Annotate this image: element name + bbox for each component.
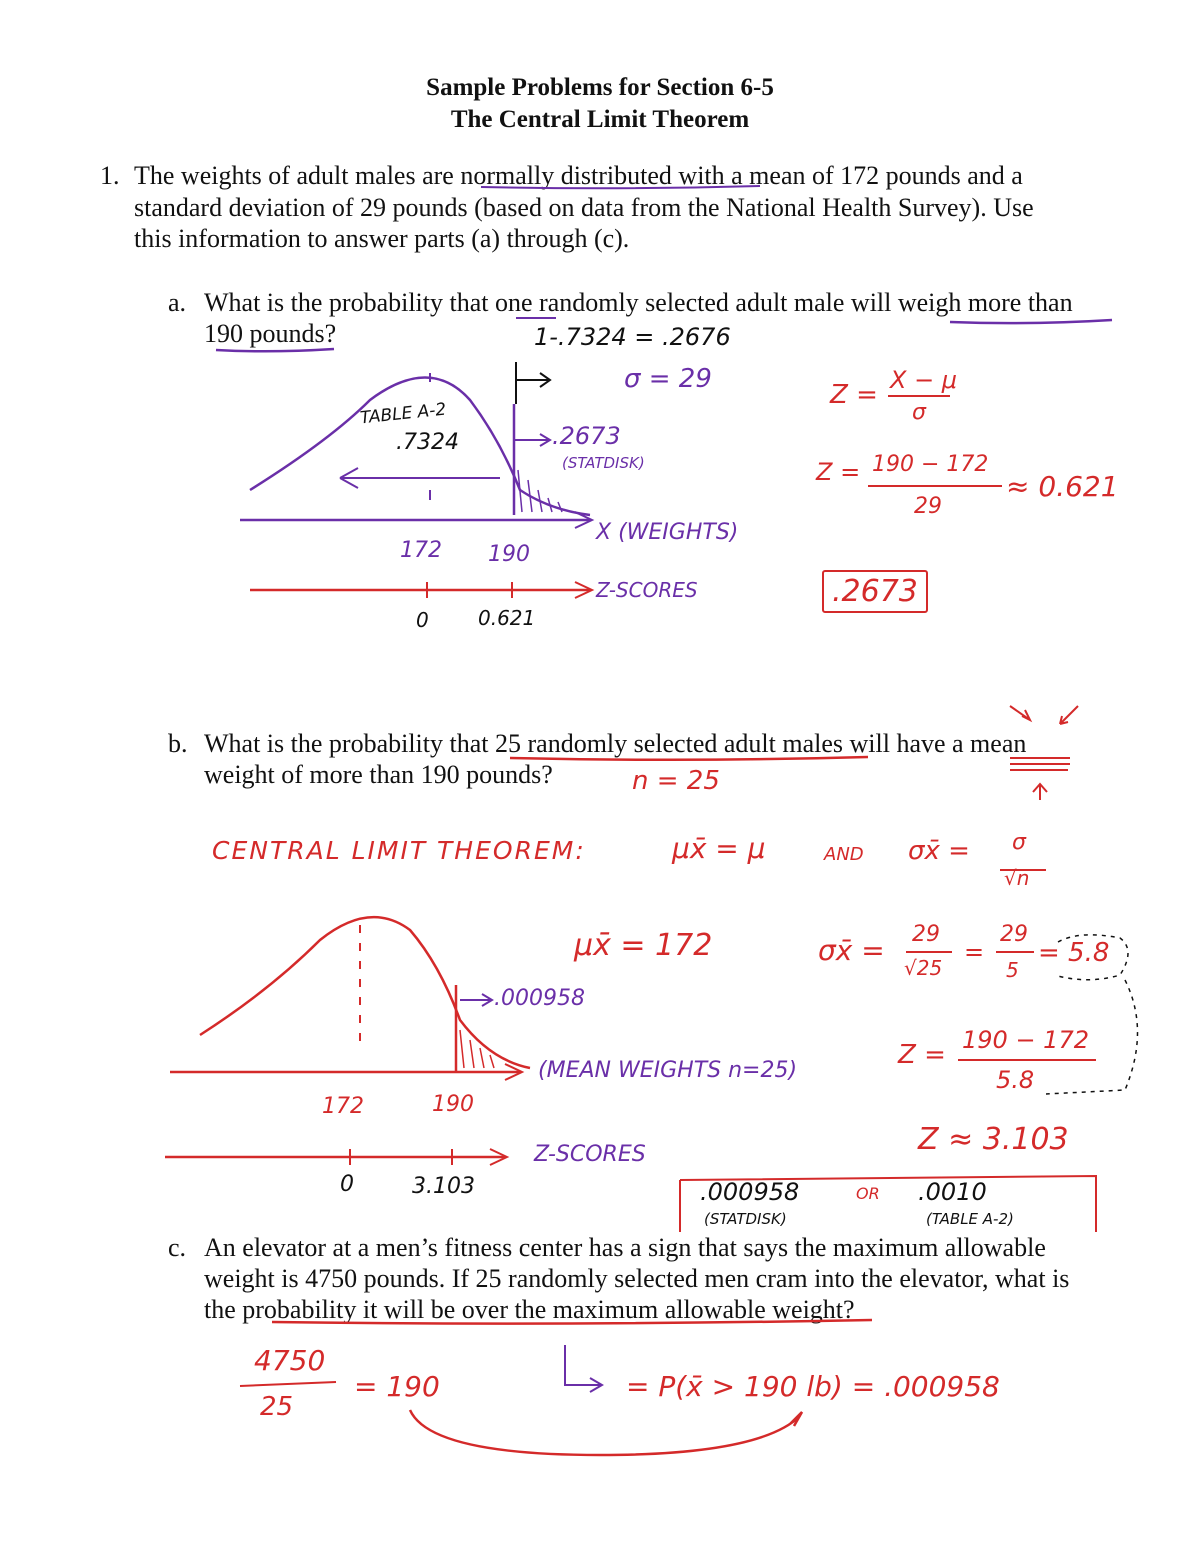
part-b-line-2: weight of more than 190 pounds?: [204, 760, 553, 789]
z-b-numerator: 190 − 172: [962, 1026, 1089, 1054]
underline-normally: [481, 186, 760, 188]
sigma-denominator-2: 5: [1006, 958, 1019, 982]
clt-sigma-numerator: σ: [1012, 830, 1026, 855]
x-tick-172-b: 172: [322, 1094, 364, 1119]
z-axis-label-a: Z-SCORES: [596, 578, 698, 602]
z-b-denominator: 5.8: [996, 1066, 1035, 1094]
answer-b-or: OR: [856, 1184, 880, 1203]
z-b-lhs: Z =: [898, 1040, 946, 1070]
complement-arrow: [516, 362, 550, 404]
fraction-bar-c: [240, 1382, 336, 1386]
mean-up-arrow: [1033, 784, 1047, 800]
x-tick-190-b: 190: [432, 1092, 474, 1117]
n-value: n = 25: [632, 766, 720, 796]
problem-1-line-3: this information to answer parts (a) through (c).: [134, 224, 630, 253]
z-calc-numerator: 190 − 172: [872, 452, 989, 477]
z-calc-result: ≈ 0.621: [1006, 470, 1119, 503]
clt-sigma-denominator: √n: [1004, 866, 1030, 890]
sigma-numerator-2: 29: [1000, 922, 1028, 947]
tail-arrow-b: [460, 994, 492, 1006]
z-tick-0-b: 0: [340, 1172, 354, 1197]
x-tick-172-a: 172: [400, 538, 442, 563]
z-tick-3103-b: 3.103: [412, 1174, 475, 1199]
part-b-letter: b.: [168, 729, 188, 758]
complement-calc: 1-.7324 = .2676: [534, 323, 731, 351]
c-denominator: 25: [260, 1392, 294, 1422]
c-numerator: 4750: [254, 1344, 326, 1377]
tail-value-b: .000958: [494, 986, 585, 1011]
underline-probability-over: [272, 1320, 872, 1324]
z-tick-0-a: 0: [416, 608, 429, 632]
sigma-xbar-lhs: σx̄ =: [818, 934, 885, 967]
title-line-2: The Central Limit Theorem: [450, 106, 750, 133]
problem-1-line-2: standard deviation of 29 pounds (based on data from the National Health Survey). Use: [134, 193, 1034, 222]
underline-190-pounds: [216, 349, 334, 351]
c-probability: = P(x̄ > 190 lb) = .000958: [626, 1370, 1000, 1403]
axis-label-b: (MEAN WEIGHTS n=25): [538, 1058, 798, 1083]
curved-arrow-c: [410, 1410, 802, 1455]
z-calc-denominator: 29: [914, 494, 942, 519]
sigma-denominator: √25: [904, 956, 943, 980]
underline-weigh-more: [950, 320, 1112, 323]
title-line-1: Sample Problems for Section 6-5: [426, 74, 774, 101]
statdisk-value-a: .2673: [552, 422, 621, 450]
clt-sigma-lhs: σx̄ =: [908, 836, 970, 866]
z-b-result: Z ≈ 3.103: [918, 1122, 1069, 1157]
part-c-line-1: An elevator at a men’s fitness center has a sign that says the maximum allowable: [204, 1233, 1046, 1262]
problem-1-line-1: The weights of adult males are normally distributed with a mean of 172 pounds and a: [134, 161, 1023, 190]
part-b-line-1: What is the probability that 25 randomly selected adult males will have a mean: [204, 729, 1027, 758]
clt-label: CENTRAL LIMIT THEOREM:: [212, 836, 586, 865]
z-tick-0621-a: 0.621: [478, 606, 536, 630]
part-a-line-1: What is the probability that one randomly selected adult male will weigh more than: [204, 288, 1073, 317]
sigma-result: = 5.8: [1038, 938, 1110, 968]
c-equals-190: = 190: [354, 1370, 440, 1403]
x-axis-label-a: X (WEIGHTS): [596, 520, 739, 545]
z-calc-lhs: Z =: [816, 458, 861, 486]
answer-b-statdisk-label: (STATDISK): [704, 1210, 787, 1228]
sigma-equals: =: [964, 938, 985, 966]
z-formula-denominator: σ: [912, 400, 926, 425]
part-a-line-2: 190 pounds?: [204, 319, 337, 348]
shaded-tail-a: [518, 470, 562, 512]
part-a-letter: a.: [168, 288, 187, 317]
z-formula-numerator: X − μ: [890, 366, 958, 394]
table-value: .7324: [396, 430, 459, 455]
answer-a: .2673: [822, 570, 928, 613]
clt-and: AND: [824, 844, 864, 865]
sigma-numerator: 29: [912, 922, 940, 947]
answer-b-table: .0010: [918, 1178, 987, 1206]
clt-mu-equation: μx̄ = μ: [672, 832, 766, 865]
statdisk-label-a: (STATDISK): [562, 454, 645, 472]
underline-mean: [1010, 758, 1070, 770]
mean-pointer-arrows: [1010, 706, 1078, 724]
part-c-line-3: the probability it will be over the maximum allowable weight?: [204, 1295, 855, 1324]
sigma-value: σ = 29: [624, 364, 712, 394]
underline-25-randomly: [510, 757, 868, 760]
problem-1-number: 1.: [100, 161, 120, 190]
part-c-line-2: weight is 4750 pounds. If 25 randomly selected men cram into the elevator, what is: [204, 1264, 1070, 1293]
answer-b-statdisk: .000958: [700, 1178, 800, 1206]
part-c-letter: c.: [168, 1233, 187, 1262]
arrow-to-prob: [565, 1345, 602, 1392]
x-tick-190-a: 190: [488, 542, 530, 567]
z-axis-label-b: Z-SCORES: [534, 1142, 646, 1167]
statdisk-arrow-a: [514, 434, 550, 446]
z-formula-lhs: Z =: [830, 380, 878, 410]
table-a2-label: TABLE A-2: [359, 399, 448, 429]
bell-curve-b: [200, 917, 530, 1068]
answer-b-table-label: (TABLE A-2): [926, 1210, 1014, 1228]
mu-xbar-value: μx̄ = 172: [574, 928, 713, 963]
